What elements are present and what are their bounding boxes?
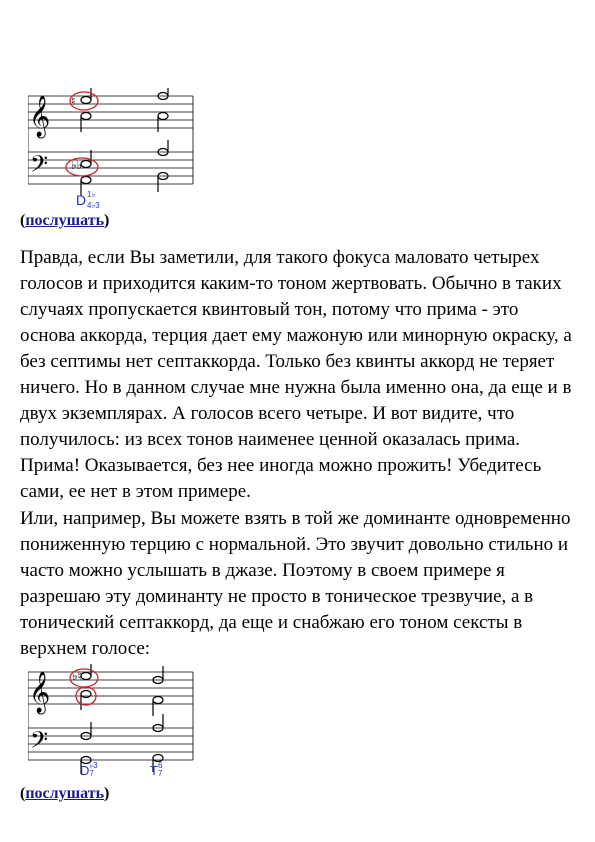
- svg-text:♭♮: ♭♮: [72, 669, 82, 683]
- paragraph-1: Правда, если Вы заметили, для такого фокуса маловато четырех голосов и приходится каким-то тоном жертвовать. Обычно в таких случаях пропускается квинтовый тон, потому что прима - это основа аккорда, терция дает ему мажоную или минорную окраску, а без септимы нет септаккорда. Только без квинты аккорд не теряет ничего. Но в данном случае мне нужна была именно она, да еще и в двух экземплярах. А голосов всего четыре. И вот видите, что получилось: из всех тонов наименее ценной оказалась прима. Прима! Оказывается, без нее иногда можно прожить! Убедитесь сами, ее нет в этом примере.: [20, 247, 572, 502]
- treble-clef-icon: 𝄞: [29, 96, 51, 137]
- bass-clef-icon: 𝄢: [30, 150, 49, 183]
- listen-link-2[interactable]: послушать: [25, 785, 105, 802]
- chord-label-d7: D ♭3 7: [80, 761, 98, 778]
- paragraph-2: Или, например, Вы можете взять в той же доминанте одновременно пониженную терцию с нормальной. Это звучит довольно стильно и часто можно услышать в джазе. Поэтому в своем примере я разрешаю эту доминанту не просто в тоническое трезвучие, а в тонический септаккорд, да еще и снабжаю его тоном сексты в верхнем голосе:: [20, 508, 571, 659]
- chord-sub: 4♭3: [87, 201, 100, 210]
- bass-clef-icon: 𝄢: [30, 726, 49, 759]
- music-example-1: [28, 88, 218, 213]
- chord-label-t7: T 6 7: [150, 761, 163, 778]
- chord-label: D: [76, 192, 87, 208]
- svg-text:♭♭: ♭♭: [71, 158, 83, 172]
- chord-sup: 1♭: [87, 190, 96, 199]
- treble-clef-icon: 𝄞: [29, 672, 51, 713]
- svg-text:♮: ♮: [71, 94, 76, 108]
- listen-line-2: (послушать): [20, 785, 110, 802]
- listen-line-1: (послушать): [20, 212, 110, 229]
- score-image-1: [28, 88, 218, 213]
- music-example-2: [28, 664, 218, 782]
- score-image-2: [28, 664, 218, 782]
- listen-link-1[interactable]: послушать: [25, 212, 105, 229]
